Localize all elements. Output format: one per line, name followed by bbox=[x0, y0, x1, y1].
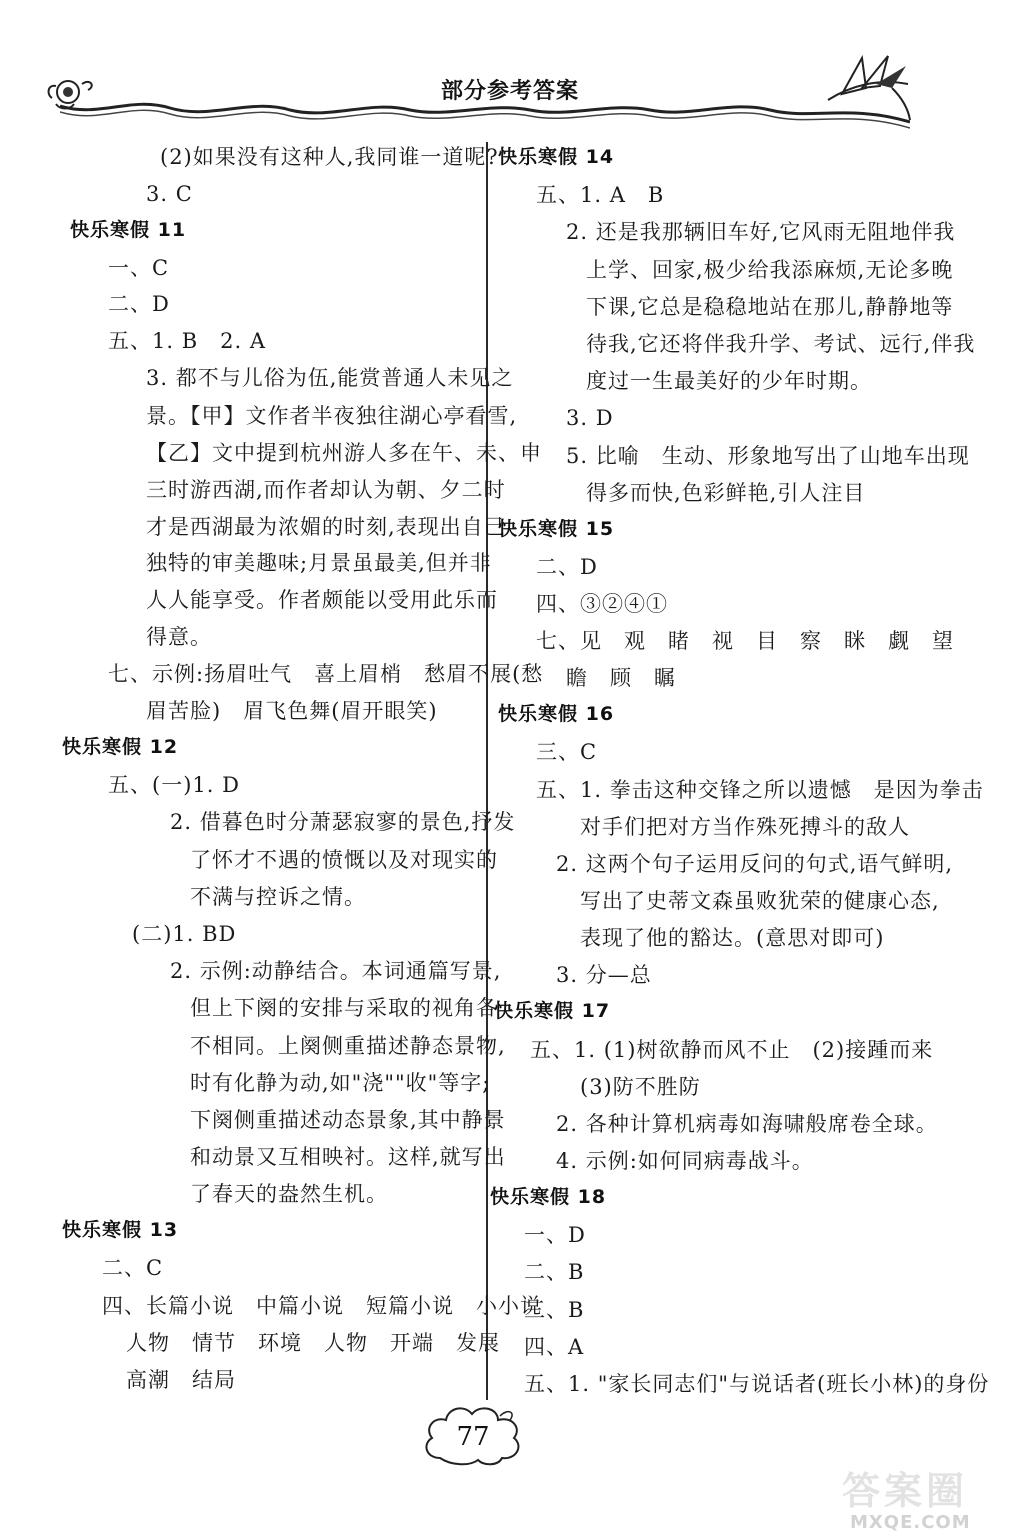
answer-line: 2. 还是我那辆旧车好,它风雨无阻地伴我 bbox=[566, 220, 956, 244]
section-heading: 快乐寒假 11 bbox=[70, 219, 187, 241]
answer-line: 二、D bbox=[108, 292, 170, 316]
answer-line: 五、1. A B bbox=[536, 183, 665, 207]
answer-line: 二、B bbox=[524, 1260, 585, 1284]
answer-line: (3)防不胜防 bbox=[580, 1075, 701, 1099]
page-title: 部分参考答案 bbox=[440, 79, 579, 104]
answer-line: 对手们把对方当作殊死搏斗的敌人 bbox=[580, 815, 910, 839]
answer-line: 上学、回家,极少给我添麻烦,无论多晚 bbox=[586, 258, 954, 282]
answer-line: 五、1. 拳击这种交锋之所以遗憾 是因为拳击 bbox=[536, 778, 984, 802]
answer-line: 3. 分—总 bbox=[556, 963, 652, 987]
answer-line: 下阕侧重描述动态景象,其中静景 bbox=[190, 1108, 506, 1132]
answer-line: 景。【甲】文作者半夜独往湖心亭看雪, bbox=[146, 404, 518, 428]
answer-line: 3. D bbox=[566, 406, 614, 430]
answer-line: 四、长篇小说 中篇小说 短篇小说 小小说 bbox=[102, 1294, 542, 1318]
answer-line: 3. 都不与儿俗为伍,能赏普通人未见之 bbox=[146, 366, 514, 390]
answer-line: 三、B bbox=[524, 1298, 585, 1322]
bird-of-paradise-ornament-icon bbox=[822, 48, 914, 124]
answer-line: 独特的审美趣味;月景虽最美,但并非 bbox=[146, 551, 492, 575]
answer-line: 眉苦脸) 眉飞色舞(眉开眼笑) bbox=[146, 699, 438, 723]
answer-line: 七、见 观 睹 视 目 察 眯 觑 望 bbox=[536, 629, 954, 653]
answer-line: (2)如果没有这种人,我同谁一道呢? bbox=[160, 145, 499, 169]
answer-line: 二、C bbox=[102, 1256, 164, 1280]
page-number: 77 bbox=[456, 1422, 490, 1452]
answer-line: 2. 示例:动静结合。本词通篇写景, bbox=[170, 959, 502, 983]
answer-line: 时有化静为动,如"浇""收"等字; bbox=[190, 1071, 491, 1095]
answer-line: 一、C bbox=[108, 256, 170, 280]
section-heading: 快乐寒假 14 bbox=[498, 146, 615, 168]
answer-line: 四、A bbox=[524, 1335, 585, 1359]
answer-line: 五、1. B 2. A bbox=[108, 329, 267, 353]
answer-line: 人物 情节 环境 人物 开端 发展 bbox=[126, 1331, 500, 1355]
answer-line: 和动景又互相映衬。这样,就写出 bbox=[190, 1145, 506, 1169]
answer-line: 才是西湖最为浓媚的时刻,表现出自己 bbox=[146, 515, 506, 539]
answer-line: 写出了史蒂文森虽败犹荣的健康心态, bbox=[580, 889, 940, 913]
answer-line: 了怀才不遇的愤慨以及对现实的 bbox=[190, 848, 498, 872]
answer-line: 一、D bbox=[524, 1223, 586, 1247]
section-heading: 快乐寒假 16 bbox=[498, 703, 615, 725]
answer-line: 不满与控诉之情。 bbox=[190, 885, 366, 909]
answer-line: 二、D bbox=[536, 555, 598, 579]
answer-line: 三、C bbox=[536, 740, 598, 764]
watermark-url: MXQE.COM bbox=[850, 1512, 971, 1533]
answer-line: 但上下阕的安排与采取的视角各 bbox=[190, 996, 498, 1020]
answer-line: 五、1. "家长同志们"与说话者(班长小林)的身份 bbox=[524, 1372, 990, 1396]
answer-line: 三时游西湖,而作者却认为朝、夕二时 bbox=[146, 478, 506, 502]
answer-line: 得多而快,色彩鲜艳,引人注目 bbox=[586, 481, 866, 505]
answer-line: 度过一生最美好的少年时期。 bbox=[586, 369, 872, 393]
answer-line: 了春天的盎然生机。 bbox=[190, 1182, 388, 1206]
flower-ornament-icon bbox=[42, 68, 102, 114]
answer-line: 瞻 顾 瞩 bbox=[566, 666, 676, 690]
answer-line: 下课,它总是稳稳地站在那儿,静静地等 bbox=[586, 295, 954, 319]
answer-line: 五、1. (1)树欲静而风不止 (2)接踵而来 bbox=[530, 1038, 934, 1062]
column-divider bbox=[486, 142, 488, 1400]
answer-line: 5. 比喻 生动、形象地写出了山地车出现 bbox=[566, 444, 970, 468]
page-number-badge bbox=[418, 1400, 528, 1468]
answer-line: 不相同。上阕侧重描述静态景物, bbox=[190, 1034, 506, 1058]
answer-line: 2. 借暮色时分萧瑟寂寥的景色,抒发 bbox=[170, 810, 516, 834]
watermark-logo: 答案圈 bbox=[842, 1469, 969, 1513]
answer-line: 高潮 结局 bbox=[126, 1368, 236, 1392]
section-heading: 快乐寒假 13 bbox=[62, 1219, 179, 1241]
answer-line: 人人能享受。作者颇能以受用此乐而 bbox=[146, 588, 498, 612]
section-heading: 快乐寒假 18 bbox=[490, 1186, 607, 1208]
answer-line: 五、(一)1. D bbox=[108, 773, 240, 797]
section-heading: 快乐寒假 15 bbox=[498, 518, 615, 540]
answer-line: 四、③②④① bbox=[536, 592, 668, 616]
section-heading: 快乐寒假 12 bbox=[62, 736, 179, 758]
answer-line: 【乙】文中提到杭州游人多在午、未、申 bbox=[146, 441, 542, 465]
answer-line: 表现了他的豁达。(意思对即可) bbox=[580, 926, 885, 950]
section-heading: 快乐寒假 17 bbox=[494, 1000, 611, 1022]
answer-line: 得意。 bbox=[146, 625, 212, 649]
answer-line: 待我,它还将伴我升学、考试、远行,伴我 bbox=[586, 332, 976, 356]
answer-line: 3. C bbox=[146, 182, 193, 206]
answer-line: 2. 这两个句子运用反问的句式,语气鲜明, bbox=[556, 852, 954, 876]
answer-line: 七、示例:扬眉吐气 喜上眉梢 愁眉不展(愁 bbox=[108, 662, 544, 686]
answer-line: 2. 各种计算机病毒如海啸般席卷全球。 bbox=[556, 1112, 938, 1136]
answer-line: (二)1. BD bbox=[132, 922, 237, 946]
answer-line: 4. 示例:如何同病毒战斗。 bbox=[556, 1149, 814, 1173]
